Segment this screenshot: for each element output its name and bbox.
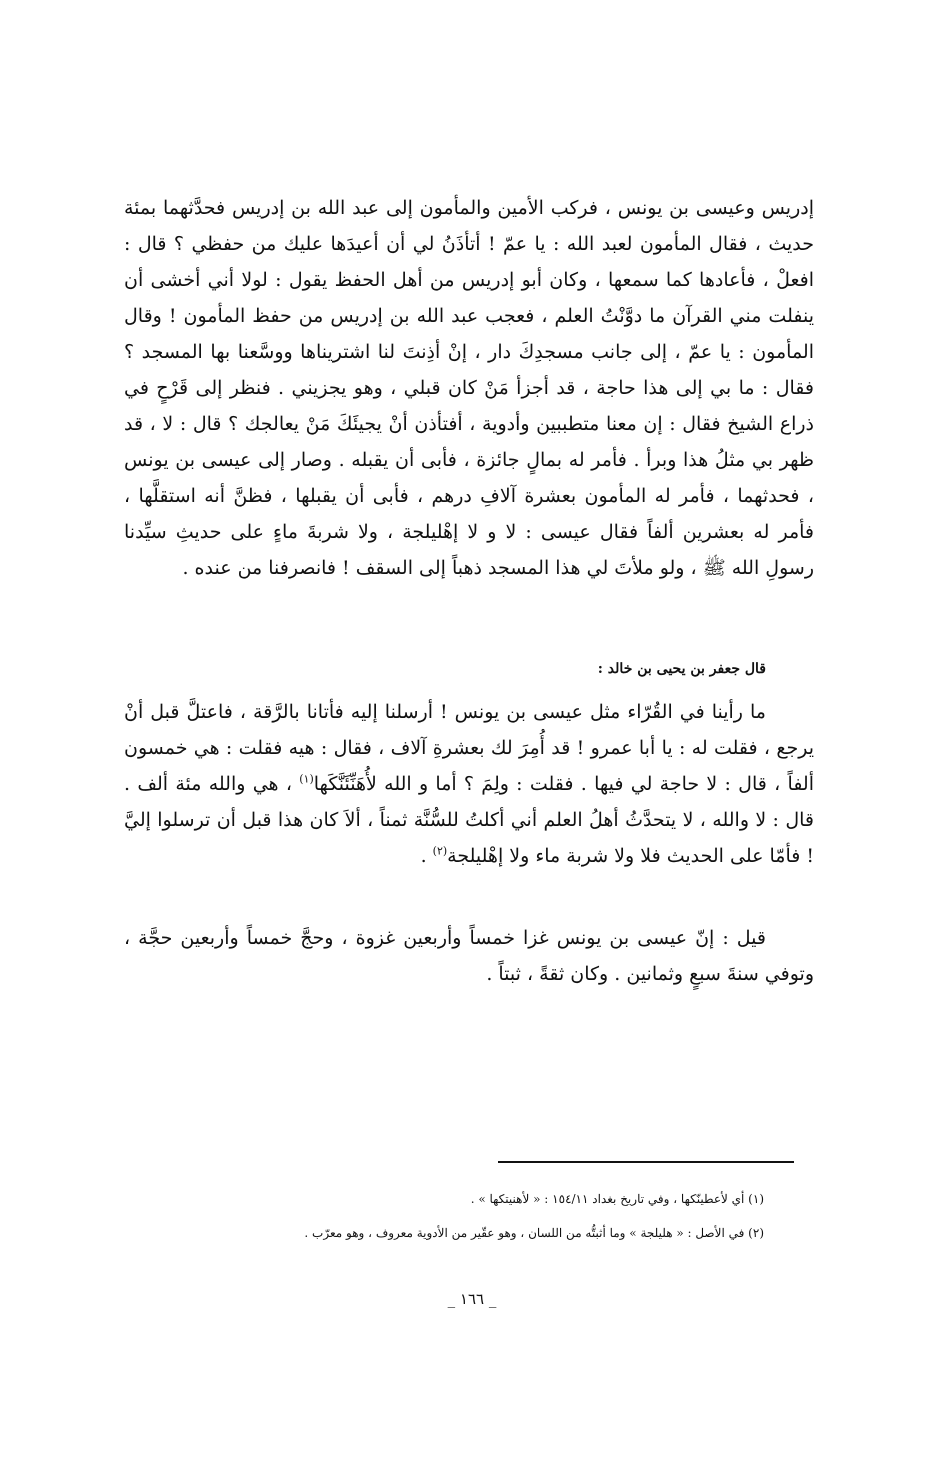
- footnote-1: (١) أي لأعطينّكها ، وفي تاريخ بغداد ١٥٤/١١ : « لأهنيتكها » .: [470, 1192, 764, 1206]
- quote-text-part-1: ما رأينا في القُرّاء مثل عيسى بن يونس ! أرسلنا إليه فأتانا بالرَّقة ، فاعتلَّ قبل أنْ يرجع ، فقلت له : يا أبا عمرو ! قد أُمِرَ لك بعشرةِ آلاف ، فقال : هيه فقلت : هي خمسون ألفاً ، قال : لا حاجة لي فيها . فقلت : ولِمَ ؟ أما و الله لأُهَنِّئَنَّكَها: [124, 701, 814, 795]
- quote-text-part-3: .: [420, 845, 433, 867]
- closing-paragraph: قيل : إنّ عيسى بن يونس غزا خمساً وأربعين غزوة ، وحجَّ خمساً وأربعين حجَّة ، وتوفي سنةَ سبعٍ وثمانين . وكان ثقةً ، ثبتاً .: [124, 927, 814, 985]
- quote-paragraph: [124, 694, 814, 874]
- footnote-divider: [498, 1161, 794, 1163]
- footnote-ref-2: (٢): [432, 844, 448, 858]
- page-number: _ ١٦٦ _: [447, 1290, 497, 1308]
- section-heading: قال جعفر بن يحيى بن خالد :: [597, 661, 766, 677]
- footnote-2: (٢) في الأصل : « هليلجة » وما أثبتُّه من اللسان ، وهو عقّير من الأدوية معروف ، وهو معرّب .: [304, 1226, 764, 1240]
- body-paragraph: إدريس وعيسى بن يونس ، فركب الأمين والمأمون إلى عبد الله بن إدريس فحدَّثهما بمئة حديث ، فقال المأمون لعبد الله : يا عمّ ! أتأذَنُ لي أن أعيدَها عليك من حفظي ؟ قال : افعلْ ، فأعادها كما سمعها ، وكان أبو إدريس من أهل الحفظ يقول : لولا أني أخشى أن ينفلت مني القرآن ما دوَّنْتُ العلم ، فعجب عبد الله بن إدريس من حفظ المأمون ! وقال المأمون : يا عمّ ، إلى جانب مسجدِكَ دار ، إنْ أذِنتَ لنا اشتريناها ووسَّعنا بها المسجد ؟ فقال : ما بي إلى هذا حاجة ، قد أجزأ مَنْ كان قبلي ، وهو يجزيني . فنظر إلى قَرْحٍ في ذراع الشيخ فقال : إن معنا متطببين وأدوية ، أفتأذن أنْ يجيئَكَ مَنْ يعالجك ؟ قال : لا ، قد ظهر بي مثلُ هذا وبرأ . فأمر له بمالٍ جائزة ، فأبى أن يقبله . وصار إلى عيسى بن يونس ، فحدثهما ، فأمر له المأمون بعشرة آلافِ درهم ، فأبى أن يقبلها ، فظنَّ أنه استقلَّها ، فأمر له بعشرين ألفاً فقال عيسى : لا و لا إهْليلجة ، ولا شربةَ ماءٍ على حديثِ سيِّدنا رسولِ الله ﷺ ، ولو ملأتَ لي هذا المسجد ذهباً إلى السقف ! فانصرفنا من عنده .: [124, 197, 814, 579]
- footnote-ref-1: (١): [299, 772, 314, 786]
- quote-text-part-2: ، هي والله مئة ألف . قال : لا والله ، لا يتحدَّثُ أهلُ العلم أني أكلتُ للسُّنَّة ثمناً ، ألاَ كان هذا قبل أن ترسلوا إليَّ ! فأمّا على الحديث فلا ولا شربة ماء ولا إهْليلجة: [124, 773, 814, 867]
